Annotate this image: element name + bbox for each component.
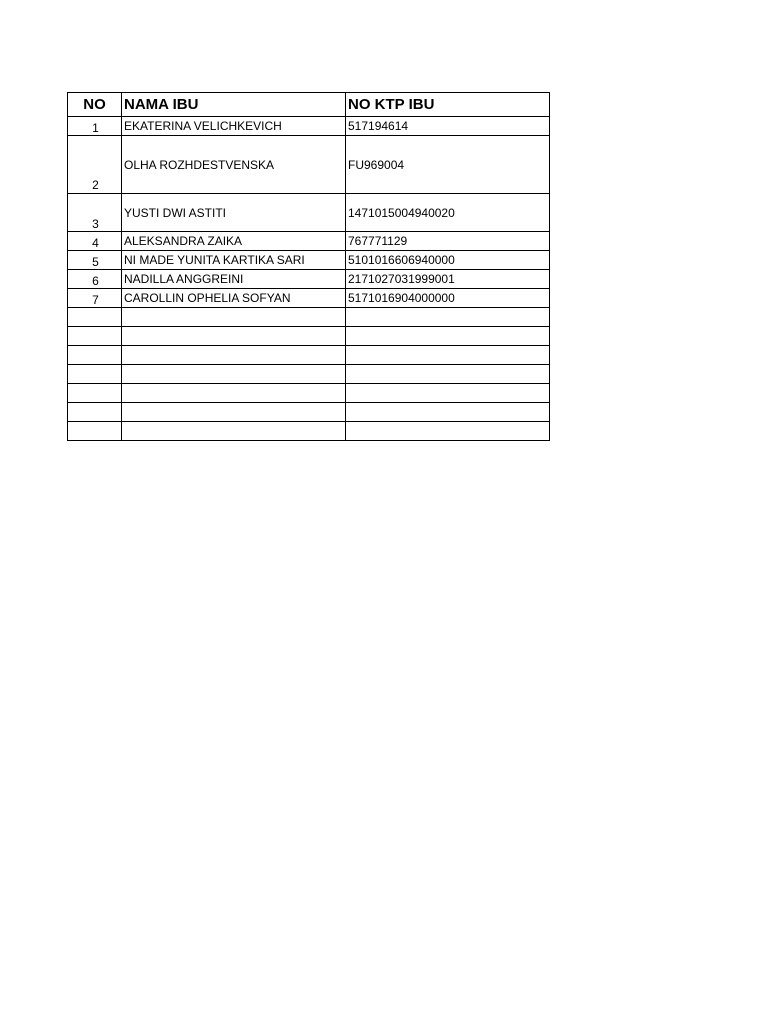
empty-cell bbox=[346, 422, 550, 441]
cell-nama-ibu: ALEKSANDRA ZAIKA bbox=[122, 232, 346, 251]
empty-cell bbox=[68, 346, 122, 365]
table-row bbox=[68, 232, 550, 251]
cell-no-ktp-ibu: 1471015004940020 bbox=[346, 194, 550, 232]
header-row bbox=[68, 93, 550, 117]
empty-row bbox=[68, 384, 550, 403]
header-nama-ibu: NAMA IBU bbox=[122, 93, 346, 117]
table-row bbox=[68, 289, 550, 308]
empty-cell bbox=[68, 384, 122, 403]
data-table bbox=[67, 92, 550, 441]
empty-cell bbox=[68, 422, 122, 441]
table-row bbox=[68, 270, 550, 289]
empty-cell bbox=[346, 327, 550, 346]
cell-no: 5 bbox=[68, 251, 122, 270]
cell-nama-ibu: NADILLA ANGGREINI bbox=[122, 270, 346, 289]
empty-cell bbox=[346, 403, 550, 422]
empty-row bbox=[68, 403, 550, 422]
empty-row bbox=[68, 422, 550, 441]
cell-no: 4 bbox=[68, 232, 122, 251]
table-row bbox=[68, 251, 550, 270]
empty-cell bbox=[346, 346, 550, 365]
cell-nama-ibu: OLHA ROZHDESTVENSKA bbox=[122, 136, 346, 194]
cell-nama-ibu: NI MADE YUNITA KARTIKA SARI bbox=[122, 251, 346, 270]
empty-cell bbox=[346, 308, 550, 327]
empty-cell bbox=[68, 365, 122, 384]
empty-cell bbox=[68, 327, 122, 346]
cell-no: 1 bbox=[68, 117, 122, 136]
cell-nama-ibu: CAROLLIN OPHELIA SOFYAN bbox=[122, 289, 346, 308]
empty-row bbox=[68, 327, 550, 346]
header-no: NO bbox=[68, 93, 122, 117]
cell-no-ktp-ibu: 517194614 bbox=[346, 117, 550, 136]
cell-no: 2 bbox=[68, 136, 122, 194]
table-row bbox=[68, 136, 550, 194]
empty-cell bbox=[346, 365, 550, 384]
empty-cell bbox=[68, 403, 122, 422]
cell-no-ktp-ibu: FU969004 bbox=[346, 136, 550, 194]
cell-no-ktp-ibu: 2171027031999001 bbox=[346, 270, 550, 289]
table-row bbox=[68, 117, 550, 136]
empty-cell bbox=[122, 384, 346, 403]
cell-no: 3 bbox=[68, 194, 122, 232]
empty-row bbox=[68, 308, 550, 327]
cell-no: 6 bbox=[68, 270, 122, 289]
empty-cell bbox=[122, 422, 346, 441]
cell-no-ktp-ibu: 767771129 bbox=[346, 232, 550, 251]
cell-no-ktp-ibu: 5101016606940000 bbox=[346, 251, 550, 270]
empty-cell bbox=[122, 308, 346, 327]
empty-cell bbox=[122, 327, 346, 346]
table-row bbox=[68, 194, 550, 232]
cell-no-ktp-ibu: 5171016904000000 bbox=[346, 289, 550, 308]
empty-cell bbox=[122, 365, 346, 384]
empty-cell bbox=[346, 384, 550, 403]
cell-nama-ibu: YUSTI DWI ASTITI bbox=[122, 194, 346, 232]
empty-cell bbox=[68, 308, 122, 327]
empty-cell bbox=[122, 346, 346, 365]
cell-nama-ibu: EKATERINA VELICHKEVICH bbox=[122, 117, 346, 136]
empty-cell bbox=[122, 403, 346, 422]
empty-row bbox=[68, 365, 550, 384]
empty-row bbox=[68, 346, 550, 365]
cell-no: 7 bbox=[68, 289, 122, 308]
header-no-ktp-ibu: NO KTP IBU bbox=[346, 93, 550, 117]
